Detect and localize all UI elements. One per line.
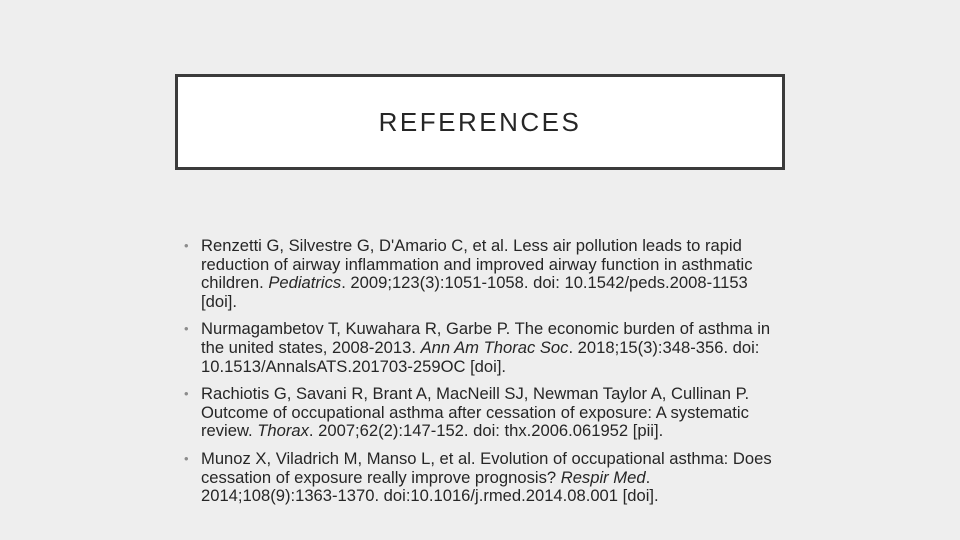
reference-citation: . 2007;62(2):147-152. doi: thx.2006.061952 [pii]. bbox=[308, 421, 664, 441]
reference-journal: Thorax bbox=[257, 421, 309, 441]
reference-citation: . 2018;15(3):348-356. doi: 10.1513/AnnalsATS.201703-259OC [doi]. bbox=[201, 337, 760, 376]
reference-journal: Ann Am Thorac Soc bbox=[420, 337, 569, 357]
reference-authors-title: Munoz X, Viladrich M, Manso L, et al. Evolution of occupational asthma: Does cessation of exposure really improve prognosis? bbox=[201, 448, 772, 487]
reference-text bbox=[201, 449, 772, 505]
reference-authors-title: Rachiotis G, Savani R, Brant A, MacNeill SJ, Newman Taylor A, Cullinan P. Outcome of occupational asthma after cessation of exposure: A systematic review. bbox=[201, 384, 750, 441]
bullet-icon: • bbox=[184, 238, 189, 253]
reference-authors-title: Renzetti G, Silvestre G, D'Amario C, et al. Less air pollution leads to rapid reduction of airway inflammation and improved airway function in asthmatic children. bbox=[201, 236, 753, 293]
reference-item bbox=[184, 320, 784, 376]
title-box bbox=[175, 74, 785, 170]
bullet-icon: • bbox=[184, 386, 189, 402]
reference-text bbox=[201, 319, 770, 375]
reference-citation: . 2009;123(3):1051-1058. doi: 10.1542/peds.2008-1153 [doi]. bbox=[201, 273, 748, 311]
reference-text bbox=[201, 236, 753, 311]
reference-list bbox=[184, 237, 784, 515]
reference-journal: Respir Med bbox=[560, 467, 646, 487]
slide-title: REFERENCES bbox=[378, 106, 582, 137]
reference-item bbox=[184, 237, 784, 311]
bullet-icon: • bbox=[184, 321, 189, 337]
reference-authors-title: Nurmagambetov T, Kuwahara R, Garbe P. The economic burden of asthma in the united states, 2008-2013. bbox=[201, 319, 771, 357]
reference-item bbox=[184, 450, 784, 506]
reference-text bbox=[201, 384, 749, 440]
reference-citation: . 2014;108(9):1363-1370. doi:10.1016/j.rmed.2014.08.001 [doi]. bbox=[201, 467, 659, 506]
reference-journal: Pediatrics bbox=[268, 273, 342, 293]
reference-item bbox=[184, 385, 784, 441]
bullet-icon: • bbox=[184, 450, 189, 466]
